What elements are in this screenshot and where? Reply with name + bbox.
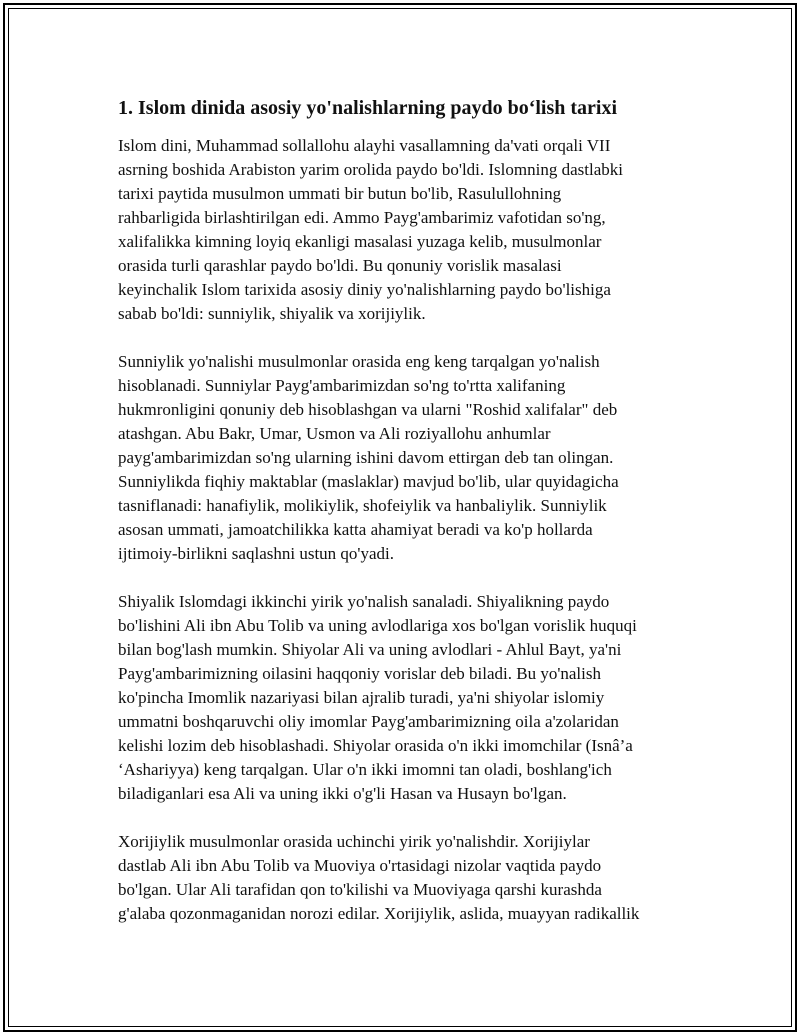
text-line: sabab bo'ldi: sunniylik, shiyalik va xorijiylik. xyxy=(118,304,426,323)
text-line: Payg'ambarimizning oilasini haqqoniy vorislar deb biladi. Bu yo'nalish xyxy=(118,664,601,683)
text-line: g'alaba qozonmaganidan norozi edilar. Xorijiylik, aslida, muayyan radikallik xyxy=(118,904,640,923)
text-line: bo'lishini Ali ibn Abu Tolib va uning avlodlariga xos bo'lgan vorislik huquqi xyxy=(118,616,637,635)
text-line: tasniflanadi: hanafiylik, molikiylik, shofeiylik va hanbaliylik. Sunniylik xyxy=(118,496,607,515)
text-line: ummatni boshqaruvchi oliy imomlar Payg'ambarimizning oila a'zolaridan xyxy=(118,712,619,731)
paragraph-4 xyxy=(118,830,690,926)
text-line: Sunniylikda fiqhiy maktablar (maslaklar) mavjud bo'lib, ular quyidagicha xyxy=(118,472,619,491)
text-line: asrning boshida Arabiston yarim orolida paydo bo'ldi. Islomning dastlabki xyxy=(118,160,623,179)
document-body xyxy=(118,94,690,950)
paragraph-3 xyxy=(118,590,690,806)
text-line: bo'lgan. Ular Ali tarafidan qon to'kilishi va Muoviyaga qarshi kurashda xyxy=(118,880,602,899)
text-line: Sunniylik yo'nalishi musulmonlar orasida eng keng tarqalgan yo'nalish xyxy=(118,352,600,371)
text-line: kelishi lozim deb hisoblashadi. Shiyolar orasida o'n ikki imomchilar (Isnâ’a xyxy=(118,736,633,755)
document-title: 1. Islom dinida asosiy yo'nalishlarning paydo bo‘lish tarixi xyxy=(118,97,618,119)
text-line: ijtimoiy-birlikni saqlashni ustun qo'yadi. xyxy=(118,544,394,563)
text-line: hukmronligini qonuniy deb hisoblashgan va ularni "Roshid xalifalar" deb xyxy=(118,400,618,419)
paragraph-1 xyxy=(118,134,690,326)
text-line: rahbarligida birlashtirilgan edi. Ammo Payg'ambarimiz vafotidan so'ng, xyxy=(118,208,606,227)
text-line: asosan ummati, jamoatchilikka katta ahamiyat beradi va ko'p hollarda xyxy=(118,520,593,539)
text-line: hisoblanadi. Sunniylar Payg'ambarimizdan so'ng to'rtta xalifaning xyxy=(118,376,566,395)
text-line: dastlab Ali ibn Abu Tolib va Muoviya o'rtasidagi nizolar vaqtida paydo xyxy=(118,856,602,875)
text-line: biladiganlari esa Ali va uning ikki o'g'li Hasan va Husayn bo'lgan. xyxy=(118,784,567,803)
text-line: keyinchalik Islom tarixida asosiy diniy yo'nalishlarning paydo bo'lishiga xyxy=(118,280,611,299)
text-line: tarixi paytida musulmon ummati bir butun bo'lib, Rasulullohning xyxy=(118,184,562,203)
text-line: atashgan. Abu Bakr, Umar, Usmon va Ali roziyallohu anhumlar xyxy=(118,424,551,443)
text-line: ko'pincha Imomlik nazariyasi bilan ajralib turadi, ya'ni shiyolar islomiy xyxy=(118,688,605,707)
text-line: Shiyalik Islomdagi ikkinchi yirik yo'nalish sanaladi. Shiyalikning paydo xyxy=(118,592,610,611)
text-line: bilan bog'lash mumkin. Shiyolar Ali va uning avlodlari - Ahlul Bayt, ya'ni xyxy=(118,640,622,659)
text-line: payg'ambarimizdan so'ng ularning ishini davom ettirgan deb tan olingan. xyxy=(118,448,614,467)
text-line: Islom dini, Muhammad sollallohu alayhi vasallamning da'vati orqali VII xyxy=(118,136,611,155)
text-line: ‘Ashariyya) keng tarqalgan. Ular o'n ikki imomni tan oladi, boshlang'ich xyxy=(118,760,612,779)
text-line: orasida turli qarashlar paydo bo'ldi. Bu qonuniy vorislik masalasi xyxy=(118,256,562,275)
text-line: Xorijiylik musulmonlar orasida uchinchi yirik yo'nalishdir. Xorijiylar xyxy=(118,832,590,851)
paragraph-list xyxy=(118,134,690,926)
paragraph-2 xyxy=(118,350,690,566)
text-line: xalifalikka kimning loyiq ekanligi masalasi yuzaga kelib, musulmonlar xyxy=(118,232,602,251)
